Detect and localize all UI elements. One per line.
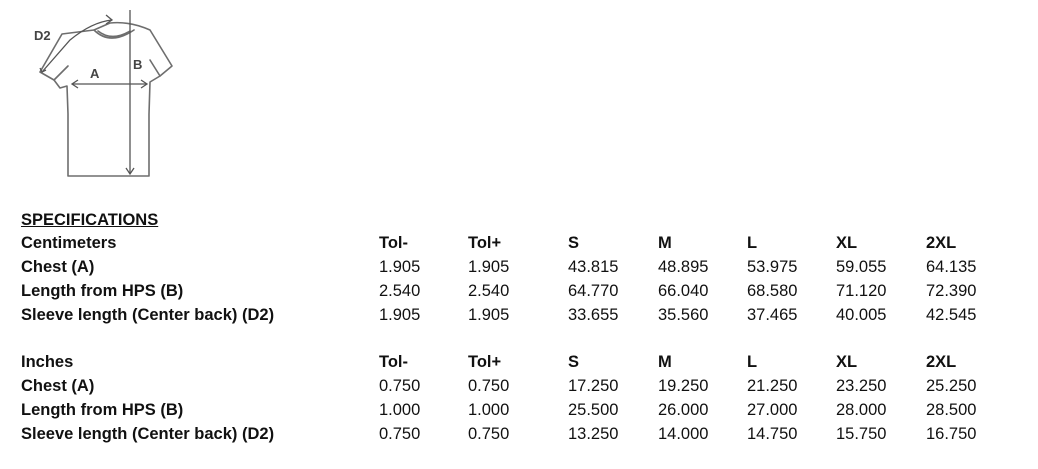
cm-header-row — [21, 231, 1021, 255]
column-header: L — [747, 353, 758, 371]
column-header: 2XL — [926, 353, 957, 371]
table-cell: 26.000 — [658, 401, 709, 419]
table-cell: 1.000 — [468, 401, 510, 419]
inches-header-row — [21, 350, 1021, 374]
table-cell: 1.000 — [379, 401, 421, 419]
table-cell: 14.750 — [747, 425, 798, 443]
table-cell: 15.750 — [836, 425, 887, 443]
table-row — [21, 374, 1021, 398]
table-cell: 16.750 — [926, 425, 977, 443]
table-cell: 1.905 — [468, 306, 510, 324]
column-header: L — [747, 234, 758, 252]
table-cell: 43.815 — [568, 258, 619, 276]
table-cell: 1.905 — [468, 258, 510, 276]
column-header: Tol- — [379, 234, 409, 252]
table-cell: 17.250 — [568, 377, 619, 395]
row-label: Chest (A) — [21, 258, 95, 276]
table-cell: 27.000 — [747, 401, 798, 419]
table-cell: 33.655 — [568, 306, 619, 324]
column-header: S — [568, 353, 580, 371]
table-cell: 0.750 — [379, 377, 421, 395]
table-cell: 37.465 — [747, 306, 798, 324]
tshirt-measurement-diagram — [12, 4, 182, 182]
table-cell: 59.055 — [836, 258, 887, 276]
row-label: Length from HPS (B) — [21, 401, 184, 419]
column-header: XL — [836, 353, 858, 371]
table-cell: 25.250 — [926, 377, 977, 395]
diagram-label-b: B — [133, 57, 143, 72]
column-header: Tol+ — [468, 234, 502, 252]
table-row — [21, 422, 1021, 446]
table-cell: 2.540 — [379, 282, 421, 300]
column-header: XL — [836, 234, 858, 252]
table-cell: 68.580 — [747, 282, 798, 300]
table-cell: 64.135 — [926, 258, 977, 276]
specifications-table — [21, 231, 1021, 446]
table-cell: 72.390 — [926, 282, 977, 300]
table-cell: 14.000 — [658, 425, 709, 443]
table-cell: 53.975 — [747, 258, 798, 276]
block-spacer — [21, 327, 1021, 350]
table-cell: 48.895 — [658, 258, 709, 276]
table-cell: 64.770 — [568, 282, 619, 300]
table-cell: 19.250 — [658, 377, 709, 395]
table-cell: 21.250 — [747, 377, 798, 395]
specifications-section — [21, 210, 1021, 446]
table-cell: 28.000 — [836, 401, 887, 419]
table-cell: 0.750 — [468, 425, 510, 443]
table-cell: 1.905 — [379, 306, 421, 324]
table-cell: 25.500 — [568, 401, 619, 419]
column-header: S — [568, 234, 580, 252]
table-cell: 0.750 — [468, 377, 510, 395]
tshirt-outline-icon — [12, 4, 182, 182]
table-row — [21, 279, 1021, 303]
table-cell: 2.540 — [468, 282, 510, 300]
row-label: Chest (A) — [21, 377, 95, 395]
table-cell: 66.040 — [658, 282, 709, 300]
table-cell: 42.545 — [926, 306, 977, 324]
row-label: Sleeve length (Center back) (D2) — [21, 306, 275, 324]
diagram-label-a: A — [90, 66, 100, 81]
table-row — [21, 303, 1021, 327]
table-cell: 35.560 — [658, 306, 709, 324]
table-cell: 28.500 — [926, 401, 977, 419]
specifications-title: SPECIFICATIONS — [21, 211, 159, 229]
diagram-label-d2: D2 — [34, 28, 51, 43]
column-header: 2XL — [926, 234, 957, 252]
unit-label: Centimeters — [21, 234, 117, 252]
table-cell: 13.250 — [568, 425, 619, 443]
table-cell: 40.005 — [836, 306, 887, 324]
column-header: M — [658, 353, 672, 371]
table-cell: 71.120 — [836, 282, 887, 300]
row-label: Sleeve length (Center back) (D2) — [21, 425, 275, 443]
unit-label: Inches — [21, 353, 74, 371]
column-header: M — [658, 234, 672, 252]
table-row — [21, 255, 1021, 279]
row-label: Length from HPS (B) — [21, 282, 184, 300]
table-cell: 1.905 — [379, 258, 421, 276]
column-header: Tol- — [379, 353, 409, 371]
table-row — [21, 398, 1021, 422]
column-header: Tol+ — [468, 353, 502, 371]
table-cell: 0.750 — [379, 425, 421, 443]
table-cell: 23.250 — [836, 377, 887, 395]
